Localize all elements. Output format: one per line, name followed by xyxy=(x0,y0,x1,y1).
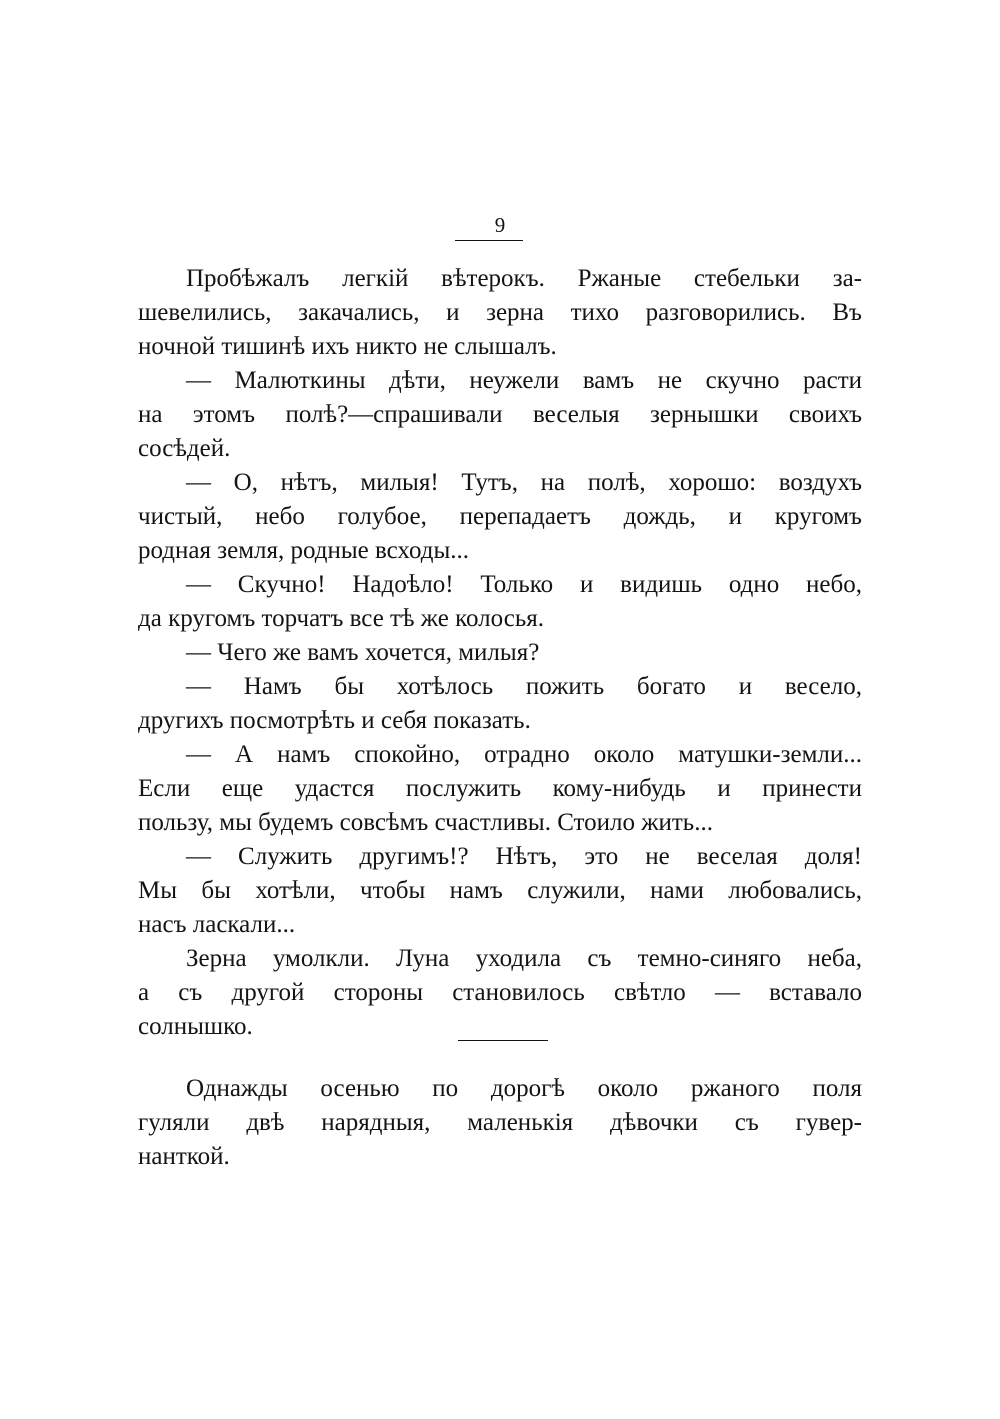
page-header xyxy=(138,212,862,238)
text-line: — Чего же вамъ хочется, милыя? xyxy=(186,639,540,666)
text-line: Мы бы хотѣли, чтобы намъ служили, нами любовались, xyxy=(138,877,862,904)
text-line: родная земля, родные всходы... xyxy=(138,537,470,564)
text-line: — Скучно! Надоѣло! Только и видишь одно небо, xyxy=(186,571,862,598)
text-line: да кругомъ торчатъ все тѣ же колосья. xyxy=(138,605,544,632)
text-line: на этомъ полѣ?—спрашивали веселыя зернышки своихъ xyxy=(138,401,862,428)
second-section-text xyxy=(138,1072,862,1174)
text-line: ночной тишинѣ ихъ никто не слышалъ. xyxy=(138,333,557,360)
text-line: — Малюткины дѣти, неужели вамъ не скучно расти xyxy=(186,367,862,394)
text-line: — Намъ бы хотѣлось пожить богато и весело, xyxy=(186,673,862,700)
text-line: Зерна умолкли. Луна уходила съ темно-синяго неба, xyxy=(186,945,862,972)
text-line: — О, нѣтъ, милыя! Тутъ, на полѣ, хорошо: воздухъ xyxy=(186,469,862,496)
header-rule xyxy=(455,240,523,241)
text-line: а съ другой стороны становилось свѣтло — вставало xyxy=(138,979,862,1006)
text-line: насъ ласкали... xyxy=(138,911,296,938)
section-divider xyxy=(458,1040,548,1041)
text-line: Если еще удастся послужить кому-нибудь и принести xyxy=(138,775,862,802)
text-line: — А намъ спокойно, отрадно около матушки-земли... xyxy=(186,741,862,768)
text-line: другихъ посмотрѣть и себя показать. xyxy=(138,707,531,734)
text-line: сосѣдей. xyxy=(138,435,231,462)
text-line: — Служить другимъ!? Нѣтъ, это не веселая доля! xyxy=(186,843,862,870)
text-line: шевелились, закачались, и зерна тихо разговорились. Въ xyxy=(138,299,862,326)
text-line: Пробѣжалъ легкій вѣтерокъ. Ржаные стебельки за- xyxy=(186,265,862,292)
main-text xyxy=(138,262,862,1044)
text-line: солнышко. xyxy=(138,1013,253,1040)
text-line: нанткой. xyxy=(138,1143,230,1170)
text-line: пользу, мы будемъ совсѣмъ счастливы. Стоило жить... xyxy=(138,809,713,836)
book-page xyxy=(138,0,862,1419)
text-line: гуляли двѣ нарядныя, маленькія дѣвочки съ гувер- xyxy=(138,1109,862,1136)
page-number: 9 xyxy=(494,213,506,237)
text-line: чистый, небо голубое, перепадаетъ дождь, и кругомъ xyxy=(138,503,862,530)
text-line: Однажды осенью по дорогѣ около ржаного поля xyxy=(186,1075,862,1102)
